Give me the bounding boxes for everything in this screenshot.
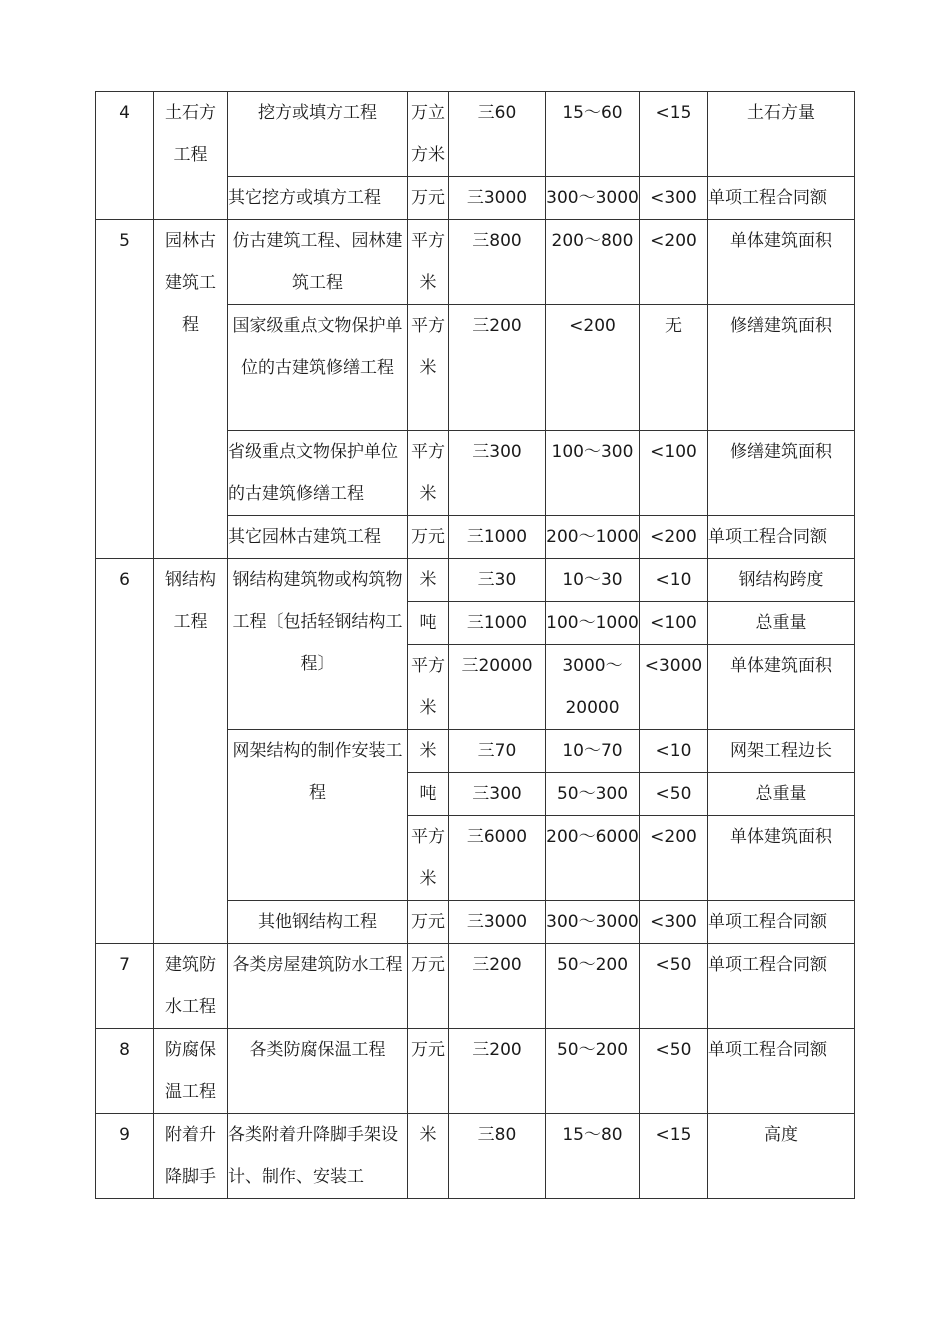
small-value-cell: <50 [640,944,708,1029]
large-value-cell: 三20000 [449,645,546,730]
unit-cell: 吨 [408,602,449,645]
large-value-cell: 三80 [449,1114,546,1199]
small-value-cell: <15 [640,92,708,177]
table-row [96,1114,855,1199]
small-value-cell: <300 [640,901,708,944]
description-cell: 其它园林古建筑工程 [228,516,408,559]
table-row [96,92,855,177]
category-cell: 防腐保温工程 [154,1029,228,1114]
large-value-cell: 三60 [449,92,546,177]
small-value-cell: <200 [640,816,708,901]
description-cell: 挖方或填方工程 [228,92,408,177]
basis-cell: 总重量 [708,602,855,645]
qualification-table [95,91,855,1199]
unit-cell: 平方米 [408,816,449,901]
unit-cell: 万元 [408,516,449,559]
medium-value-cell: 50〜200 [546,1029,640,1114]
category-cell: 园林古建筑工程 [154,220,228,559]
description-cell: 各类防腐保温工程 [228,1029,408,1114]
medium-value-cell: 300〜3000 [546,901,640,944]
medium-value-cell: 100〜1000 [546,602,640,645]
large-value-cell: 三3000 [449,901,546,944]
category-cell: 土石方工程 [154,92,228,220]
medium-value-cell: 300〜3000 [546,177,640,220]
basis-cell: 总重量 [708,773,855,816]
description-cell: 钢结构建筑物或构筑物工程〔包括轻钢结构工程〕 [228,559,408,730]
large-value-cell: 三800 [449,220,546,305]
basis-cell: 单体建筑面积 [708,816,855,901]
basis-cell: 单项工程合同额 [708,177,855,220]
medium-value-cell: 3000〜20000 [546,645,640,730]
basis-cell: 单体建筑面积 [708,645,855,730]
description-cell: 其他钢结构工程 [228,901,408,944]
large-value-cell: 三200 [449,944,546,1029]
small-value-cell: <200 [640,220,708,305]
basis-cell: 钢结构跨度 [708,559,855,602]
large-value-cell: 三1000 [449,602,546,645]
unit-cell: 万元 [408,901,449,944]
small-value-cell: <300 [640,177,708,220]
unit-cell: 平方米 [408,645,449,730]
medium-value-cell: 50〜300 [546,773,640,816]
row-number: 5 [96,220,154,559]
large-value-cell: 三6000 [449,816,546,901]
basis-cell: 土石方量 [708,92,855,177]
small-value-cell: <50 [640,1029,708,1114]
description-cell: 网架结构的制作安装工程 [228,730,408,901]
row-number: 7 [96,944,154,1029]
basis-cell: 单体建筑面积 [708,220,855,305]
small-value-cell: <200 [640,516,708,559]
table-row [96,559,855,602]
unit-cell: 米 [408,1114,449,1199]
small-value-cell: <10 [640,730,708,773]
description-cell: 其它挖方或填方工程 [228,177,408,220]
small-value-cell: <50 [640,773,708,816]
unit-cell: 米 [408,559,449,602]
unit-cell: 平方米 [408,305,449,431]
description-cell: 国家级重点文物保护单位的古建筑修缮工程 [228,305,408,431]
large-value-cell: 三30 [449,559,546,602]
description-cell: 各类附着升降脚手架设计、制作、安装工 [228,1114,408,1199]
category-cell: 钢结构工程 [154,559,228,944]
small-value-cell: <3000 [640,645,708,730]
large-value-cell: 三3000 [449,177,546,220]
row-number: 4 [96,92,154,220]
basis-cell: 修缮建筑面积 [708,305,855,431]
medium-value-cell: 15〜80 [546,1114,640,1199]
unit-cell: 平方米 [408,431,449,516]
medium-value-cell: 200〜6000 [546,816,640,901]
medium-value-cell: 200〜1000 [546,516,640,559]
row-number: 6 [96,559,154,944]
unit-cell: 米 [408,730,449,773]
basis-cell: 单项工程合同额 [708,901,855,944]
description-cell: 仿古建筑工程、园林建筑工程 [228,220,408,305]
medium-value-cell: 100〜300 [546,431,640,516]
medium-value-cell: 10〜30 [546,559,640,602]
basis-cell: 修缮建筑面积 [708,431,855,516]
unit-cell: 万元 [408,944,449,1029]
medium-value-cell: 10〜70 [546,730,640,773]
basis-cell: 高度 [708,1114,855,1199]
unit-cell: 万立方米 [408,92,449,177]
small-value-cell: <100 [640,431,708,516]
table-row [96,220,855,305]
medium-value-cell: 50〜200 [546,944,640,1029]
basis-cell: 单项工程合同额 [708,516,855,559]
basis-cell: 网架工程边长 [708,730,855,773]
row-number: 9 [96,1114,154,1199]
large-value-cell: 三200 [449,305,546,431]
description-cell: 各类房屋建筑防水工程 [228,944,408,1029]
small-value-cell: <100 [640,602,708,645]
basis-cell: 单项工程合同额 [708,1029,855,1114]
large-value-cell: 三300 [449,773,546,816]
unit-cell: 平方米 [408,220,449,305]
description-cell: 省级重点文物保护单位的古建筑修缮工程 [228,431,408,516]
basis-cell: 单项工程合同额 [708,944,855,1029]
small-value-cell: <10 [640,559,708,602]
unit-cell: 万元 [408,177,449,220]
category-cell: 建筑防水工程 [154,944,228,1029]
unit-cell: 吨 [408,773,449,816]
table-row [96,944,855,1029]
large-value-cell: 三300 [449,431,546,516]
large-value-cell: 三70 [449,730,546,773]
large-value-cell: 三200 [449,1029,546,1114]
small-value-cell: 无 [640,305,708,431]
large-value-cell: 三1000 [449,516,546,559]
row-number: 8 [96,1029,154,1114]
category-cell: 附着升降脚手 [154,1114,228,1199]
unit-cell: 万元 [408,1029,449,1114]
medium-value-cell: <200 [546,305,640,431]
small-value-cell: <15 [640,1114,708,1199]
table-row [96,1029,855,1114]
medium-value-cell: 15〜60 [546,92,640,177]
medium-value-cell: 200〜800 [546,220,640,305]
